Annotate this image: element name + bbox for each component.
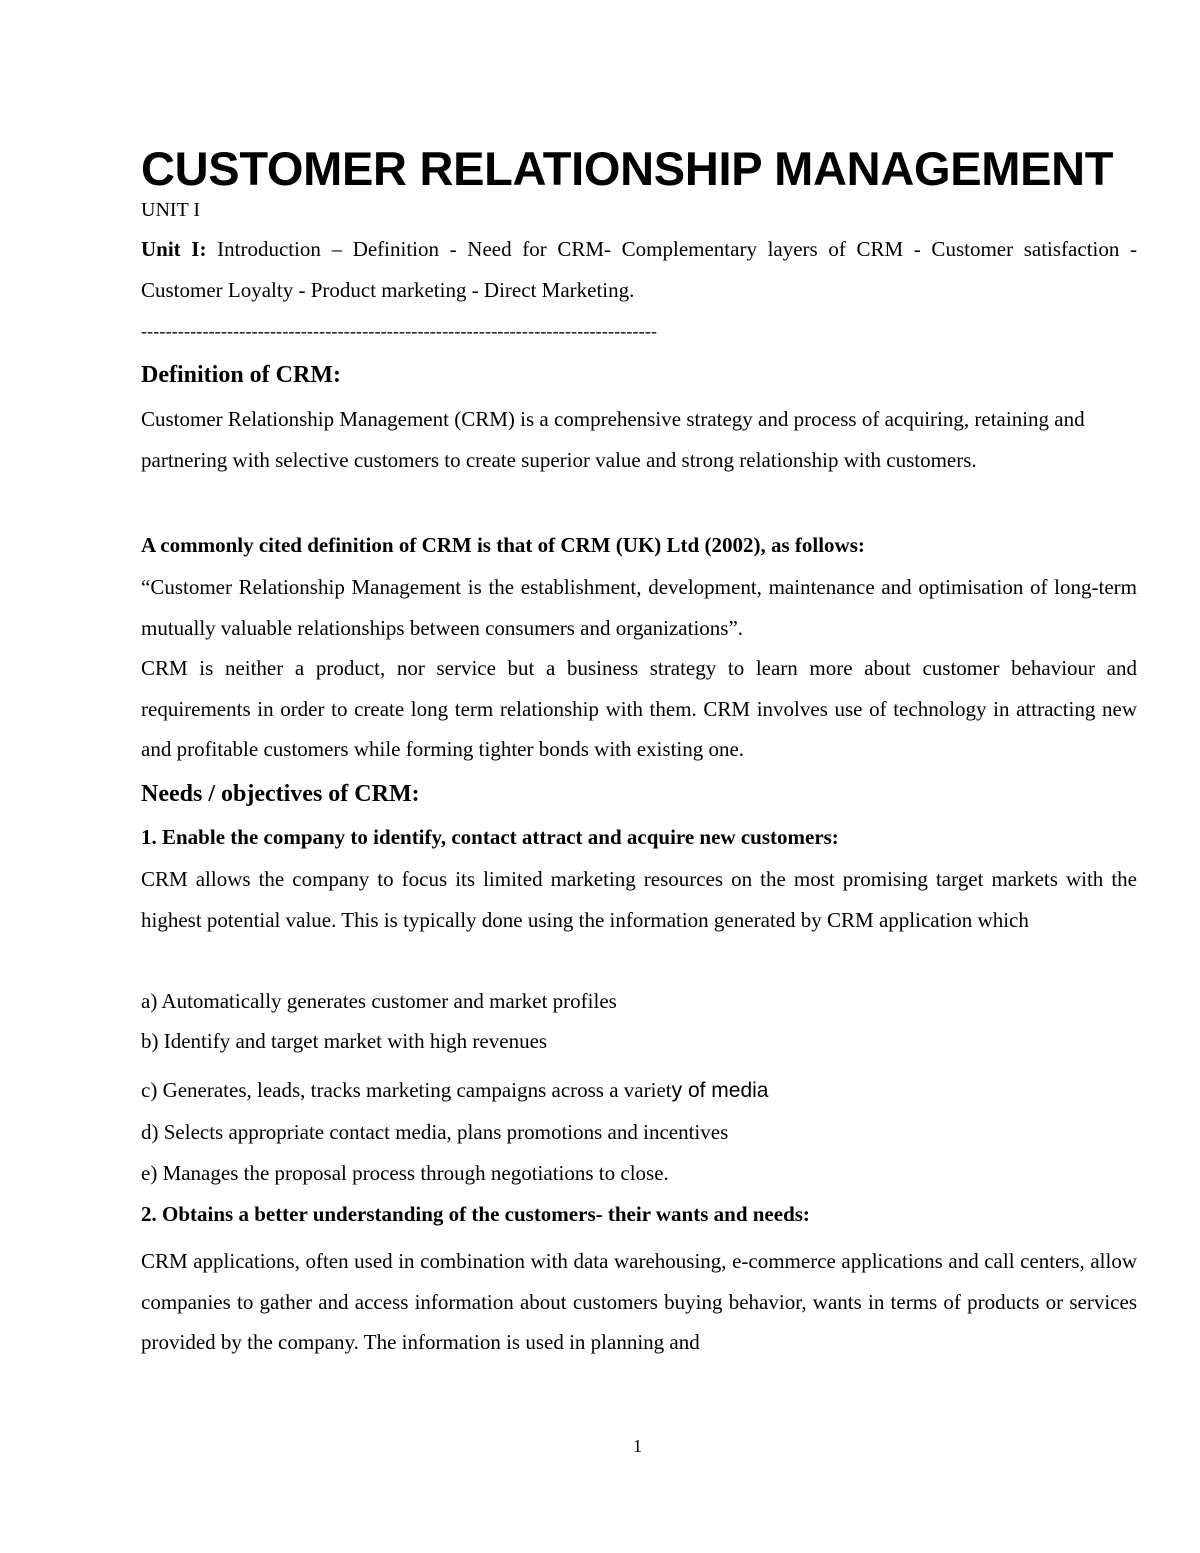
unit-intro-text: Introduction – Definition - Need for CRM- Complementary layers of CRM - Customer satisfaction - Customer Loyalty - Product marketing - Direct Marketing. [141, 237, 1137, 302]
list-item-c-text: c) Generates, leads, tracks marketing campaigns across a variet [141, 1078, 672, 1102]
list-item-c-tail: y of media [671, 1079, 769, 1102]
point-2-paragraph: CRM applications, often used in combination with data warehousing, e-commerce applications and call centers, allow companies to gather and access information about customers buying behavior, wants in terms of products or services provided by the company. The information is used in planning and [141, 1249, 1137, 1354]
unit-intro-label: Unit I: [141, 237, 207, 261]
definition-heading: Definition of CRM: [141, 362, 341, 388]
point-1-paragraph: CRM allows the company to focus its limited marketing resources on the most promising target markets with the highest potential value. This is typically done using the information generated by CRM application which [141, 867, 1137, 932]
needs-heading: Needs / objectives of CRM: [141, 781, 420, 807]
document-title: CUSTOMER RELATIONSHIP MANAGEMENT [141, 142, 1114, 195]
page-number: 1 [633, 1436, 642, 1456]
list-item-c [141, 1070, 1141, 1112]
definition-paragraph-2: CRM is neither a product, nor service but a business strategy to learn more about customer behaviour and requirements in order to create long term relationship with them. CRM involves use of technology in attracting new and profitable customers while forming tighter bonds with existing one. [141, 656, 1137, 761]
list-item-e: e) Manages the proposal process through negotiations to close. [141, 1161, 669, 1185]
cited-definition-heading: A commonly cited definition of CRM is that of CRM (UK) Ltd (2002), as follows: [141, 533, 865, 557]
point-2-title: 2. Obtains a better understanding of the customers- their wants and needs: [141, 1202, 810, 1226]
list-item-a: a) Automatically generates customer and market profiles [141, 989, 617, 1013]
separator-line: ------------------------------------------------------------------------------------ [141, 321, 658, 341]
definition-paragraph: Customer Relationship Management (CRM) is a comprehensive strategy and process of acquiring, retaining and partnering with selective customers to create superior value and strong relationship with customers. [141, 407, 1085, 472]
unit-label: UNIT I [141, 199, 201, 221]
definition-quote: “Customer Relationship Management is the establishment, development, maintenance and optimisation of long-term mutually valuable relationships between consumers and organizations”. [141, 575, 1137, 640]
unit-intro-paragraph [141, 229, 1137, 310]
list-item-b: b) Identify and target market with high revenues [141, 1029, 548, 1053]
point-1-title: 1. Enable the company to identify, contact attract and acquire new customers: [141, 825, 839, 849]
list-item-d: d) Selects appropriate contact media, plans promotions and incentives [141, 1120, 729, 1144]
